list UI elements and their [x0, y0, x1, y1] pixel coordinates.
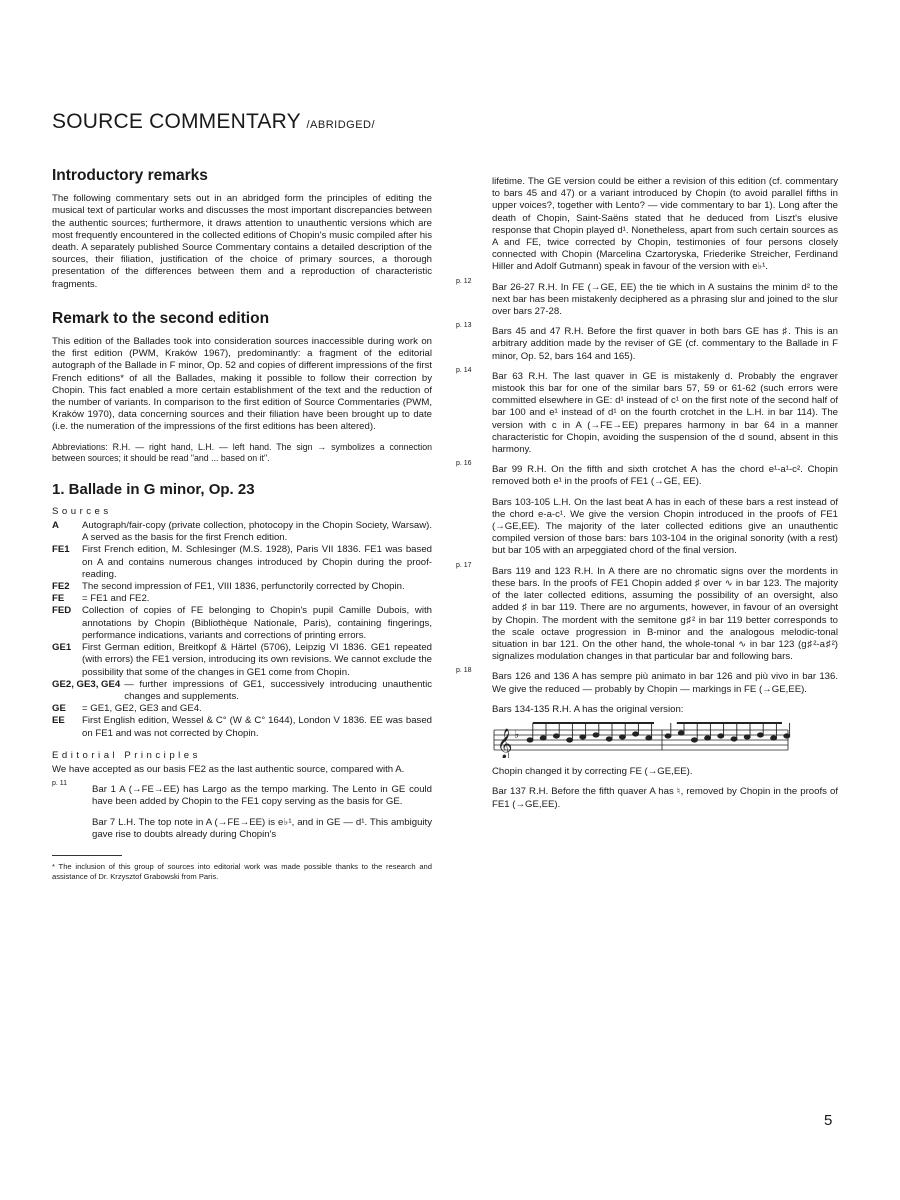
sources-label: Sources — [52, 505, 112, 517]
source-entry — [52, 605, 432, 642]
note-head — [646, 736, 652, 740]
page-title — [52, 110, 375, 134]
intro-body: The following commentary sets out in an abridged form the principles of editing the musical text of particular works and discusses the most important discrepancies between the authentic sources; furthermore, it draws attention to unauthentic versions which are most frequently encountered in the collected editions of Chopin's music compiled after his death. A separately published Source Commentary contains a detailed description of the sources, their filiation, justification of the choice of primary sources, a thorough presentation of the differences between them and a reproduction of characteristic fragments. — [52, 193, 432, 290]
note-head — [606, 737, 612, 741]
music-example — [492, 718, 792, 758]
entry-p13 — [456, 322, 838, 363]
page-ref-13: p. 13 — [456, 322, 472, 330]
source-key: GE1 — [52, 642, 72, 654]
note-head — [580, 735, 586, 739]
bars126-text: Bars 126 and 136 A has sempre più animato in bar 126 and più vivo in bar 136. We give the reduced — probably by Chopin — markings in FE (→GE,EE). — [492, 671, 838, 695]
source-key: FE2 — [52, 581, 70, 593]
abbreviations: Abbreviations: R.H. — right hand, L.H. — left hand. The sign → symbolizes a connection between sources; it should be read "and ... based on it". — [52, 441, 432, 463]
footnote-rule — [52, 855, 122, 856]
source-text: Collection of copies of FE belonging to Chopin's pupil Camille Dubois, with annotations by Chopin (Bibliothèque Nationale, Paris), containing fingerings, performance indications, variants and corrections of printing errors. — [82, 605, 432, 641]
bars26-text: Bar 26-27 R.H. In FE (→GE, EE) the tie which in A sustains the minim d² to the next bar has been mistakenly deciphered as a phrasing slur and joined to the slur over bars 27-28. — [492, 281, 838, 318]
title-subtitle: /ABRIDGED/ — [306, 119, 376, 131]
treble-clef-icon: 𝄞 — [497, 728, 513, 758]
source-text: Autograph/fair-copy (private collection, photocopy in the Chopin Society, Warsaw). A served as the basis for the first French edition. — [82, 520, 432, 544]
intro-heading: Introductory remarks — [52, 167, 208, 184]
footnote: * The inclusion of this group of sources into editorial work was made possible thanks to the research and assistance of Dr. Krzysztof Grabowski from Paris. — [52, 861, 432, 881]
entry-p16 — [456, 460, 838, 557]
left-column — [52, 167, 432, 882]
source-entry — [52, 520, 432, 544]
source-key: EE — [52, 715, 65, 727]
ballade-heading: 1. Ballade in G minor, Op. 23 — [52, 480, 255, 498]
title-main: SOURCE COMMENTARY — [52, 110, 301, 133]
source-key: A — [52, 520, 59, 532]
bar99-text: Bar 99 R.H. On the fifth and sixth crotchet A has the chord e¹-a¹-c². Chopin removed both e¹ in the proofs of FE1 (→GE, EE). — [492, 464, 838, 488]
entry-p12 — [456, 277, 838, 319]
entry-p17 — [456, 561, 838, 664]
bar7-text: Bar 7 L.H. The top note in A (→FE→EE) is e♭¹, and in GE — d¹. This ambiguity gave rise to doubts already during Chopin's — [92, 816, 432, 840]
note-head — [757, 733, 763, 737]
note-head — [619, 735, 625, 739]
page-ref-17: p. 17 — [456, 561, 472, 569]
note-head — [744, 735, 750, 739]
note-head — [593, 733, 599, 737]
page-ref-16: p. 16 — [456, 460, 472, 468]
source-text: First French edition, M. Schlesinger (M.S. 1928), Paris VII 1836. FE1 was based on A and contains numerous changes introduced by Chopin during the proof-reading. — [82, 544, 432, 580]
note-head — [567, 738, 573, 742]
source-key: GE — [52, 703, 66, 715]
page-ref-18: p. 18 — [456, 667, 472, 675]
bar1-block — [52, 780, 432, 841]
source-entry — [52, 642, 432, 679]
source-text: The second impression of FE1, VIII 1836, perfunctorily corrected by Chopin. — [82, 581, 405, 593]
page-ref-14: p. 14 — [456, 366, 472, 374]
continuation-text: lifetime. The GE version could be either a revision of this edition (cf. commentary to bars 45 and 47) or a variant introduced by Chopin (to avoid parallel fifths in upper voices?, together with Lento? — vide commentary to bar 1). Long after the death of Chopin, Saint-Saëns stated that he deduced from Liszt's elusive response that Chopin played d¹. Nonetheless, apart from such certain sources as A and FE, twice corrected by Chopin, testimonies of four persons closely connected with Chopin (Marcelina Czartoryska, Friederike Streicher, Ferdinand Hiller and Adolf Gutmann) speak in favour of the version with e♭¹. — [492, 176, 838, 273]
source-key: GE2, GE3, GE4 — [52, 678, 121, 690]
source-text: First English edition, Wessel & C° (W & C° 1644), London V 1836. EE was based on FE1 and was not corrected by Chopin. — [82, 715, 432, 739]
note-head — [731, 737, 737, 741]
page-number: 5 — [824, 1112, 833, 1129]
source-text: = GE1, GE2, GE3 and GE4. — [82, 703, 202, 715]
second-edition-body: This edition of the Ballades took into consideration sources inaccessible during work on the first edition (PWM, Kraków 1967), predominantly: a fragment of the editorial autograph of the Ballade in F minor, Op. 52 and copies of different impressions of the first French editions* of all the Ballades, making it possible to follow their correction by Chopin. This fact enabled a more certain establishment of the text and the reduction of the number of variants. In comparison to the first edition of Source Commentaries (PWM, Kraków 1970), data concerning sources and their filiation have been brought up to date (i.e. the numeration of the impressions of the first editions has been altered). — [52, 336, 432, 433]
source-entry — [52, 703, 432, 715]
bar137-text: Bar 137 R.H. Before the fifth quaver A has ♮, removed by Chopin in the proofs of FE1 (→GE,EE). — [492, 786, 838, 810]
entry-p14 — [456, 366, 838, 456]
page-ref-11: p. 11 — [52, 780, 68, 788]
bars134-text: Bars 134-135 R.H. A has the original version: — [492, 703, 684, 715]
entry-p18 — [456, 667, 838, 695]
source-key: FED — [52, 605, 72, 617]
source-text: First German edition, Breitkopf & Härtel (5706), Leipzig VI 1836. GE1 repeated (with errors) the FE1 version, introducing its own revisions. We cannot exclude the possibility that some of the changes in GE1 come from Chopin. — [82, 642, 432, 678]
source-entry — [52, 544, 432, 581]
bars103-text: Bars 103-105 L.H. On the last beat A has in each of these bars a rest instead of the chord e-a-c¹. We give the version Chopin introduced in the proofs of FE1 (→GE,EE). The majority of the later collected editions give an unauthentic compiled version of those bars: bars 103-104 in the original sonority (with a rest) but bar 105 with an arpeggiated chord of the final version. — [492, 496, 838, 557]
source-key: FE1 — [52, 544, 70, 556]
source-entry — [52, 593, 432, 605]
page-ref-12: p. 12 — [456, 277, 472, 285]
note-head — [553, 734, 559, 738]
bar63-text: Bar 63 R.H. The last quaver in GE is mistakenly d. Probably the engraver mistook this bar for one of the similar bars 57, 59 or 61-62 (such errors were committed elsewhere in GE: d¹ instead of c¹ on the first note of the second half of bar 100 and e¹ instead of d¹ on the fourth crotchet in the L.H. in bar 114). The version with c in A (→FE→EE) prepares harmony in bar 64 in a manner characteristic for Chopin, avoiding the suspension of the d sound, absent in this harmony. — [492, 370, 838, 456]
bar1-text: Bar 1 A (→FE→EE) has Largo as the tempo marking. The Lento in GE could have been added by Chopin to the FE1 copy serving as the basis for GE. — [92, 784, 432, 808]
source-key: FE — [52, 593, 65, 605]
right-column — [456, 176, 838, 819]
principles-label: Editorial Principles — [52, 749, 201, 761]
note-head — [784, 734, 790, 738]
bars119-text: Bars 119 and 123 R.H. In A there are no chromatic signs over the mordents in these bars. In the proofs of FE1 Chopin added ♯ over ∿ in bar 123. The majority of the later collected editions, assuming the possibility of an oversight, also added ♯ in bar 119. There are no arguments, however, in favour of an oversight by Chopin. The mordent with the semitone g♯² in bar 119 better corresponds to the scale octave progression in B-minor and the analogous melodic-tonal situation in bar 121. On the other hand, the whole-tonal ∿ in bar 123 (g♯²-a♯²) signalizes modulation changes in that particular bar and following bars. — [492, 565, 838, 663]
note-head — [691, 738, 697, 742]
note-head — [718, 734, 724, 738]
note-head — [678, 731, 684, 735]
source-text: — further impressions of GE1, successively introducing unauthentic changes and supplements. — [124, 678, 432, 702]
sources-list — [52, 520, 432, 740]
source-entry — [52, 715, 432, 739]
note-head — [527, 738, 533, 742]
note-head — [665, 734, 671, 738]
note-head — [633, 732, 639, 736]
source-entry — [52, 581, 432, 593]
changed-text: Chopin changed it by correcting FE (→GE,EE). — [492, 766, 693, 778]
source-text: = FE1 and FE2. — [82, 593, 150, 605]
second-edition-heading: Remark to the second edition — [52, 309, 270, 327]
note-head — [540, 736, 546, 740]
staff-lines — [494, 727, 788, 750]
source-entry — [52, 679, 432, 703]
notes-group — [527, 723, 790, 742]
note-head — [705, 736, 711, 740]
bars45-text: Bars 45 and 47 R.H. Before the first quaver in both bars GE has ♯. This is an arbitrary addition made by the reviser of GE (cf. commentary to the Ballade in F minor, Op. 52, bars 164 and 165). — [492, 326, 838, 362]
flat-icon: ♭ — [514, 727, 520, 741]
principles-text: We have accepted as our basis FE2 as the last authentic source, compared with A. — [52, 763, 405, 775]
note-head — [771, 736, 777, 740]
